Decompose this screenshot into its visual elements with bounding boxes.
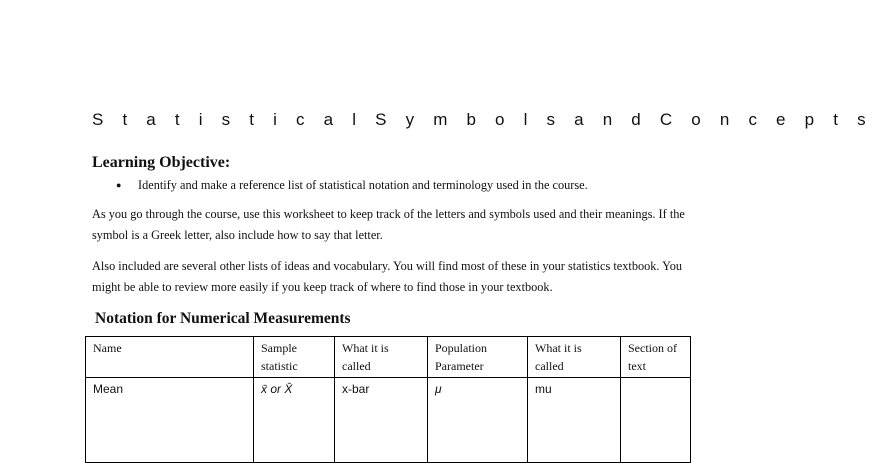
learning-objective-heading: Learning Objective: — [92, 154, 231, 171]
header-population-parameter: Population Parameter — [428, 337, 528, 378]
cell-section — [621, 378, 691, 463]
table-row — [86, 378, 691, 463]
cell-called-1: x-bar — [335, 378, 428, 463]
notation-table — [85, 336, 691, 463]
header-name: Name — [86, 337, 254, 378]
paragraph-worksheet-instructions: As you go through the course, use this worksheet to keep track of the letters and symbols used and their meanings. If the symbol is a Greek letter, also include how to say that letter. — [92, 207, 685, 242]
paragraph-additional-lists: Also included are several other lists of ideas and vocabulary. You will find most of these in your statistics textbook. You might be able to review more easily if you keep track of where to find those in your textbook. — [92, 259, 683, 294]
bullet-icon: ● — [116, 180, 122, 190]
document-title: S t a t i s t i c a l S y m b o l s a n d C o n c e p t s — [92, 110, 873, 129]
header-section-of-text: Section of text — [621, 337, 691, 378]
bullet-text: Identify and make a reference list of statistical notation and terminology used in the course. — [138, 178, 588, 192]
cell-sample-statistic: x̄ or X̄ — [254, 378, 335, 463]
cell-called-2: mu — [528, 378, 621, 463]
table-header-row — [86, 337, 691, 378]
table-heading: Notation for Numerical Measurements — [95, 310, 351, 327]
header-what-it-is-called-2: What it is called — [528, 337, 621, 378]
header-what-it-is-called: What it is called — [335, 337, 428, 378]
bullet-item — [116, 178, 588, 193]
cell-name: Mean — [86, 378, 254, 463]
header-sample-statistic: Sample statistic — [254, 337, 335, 378]
cell-population-parameter: μ — [428, 378, 528, 463]
